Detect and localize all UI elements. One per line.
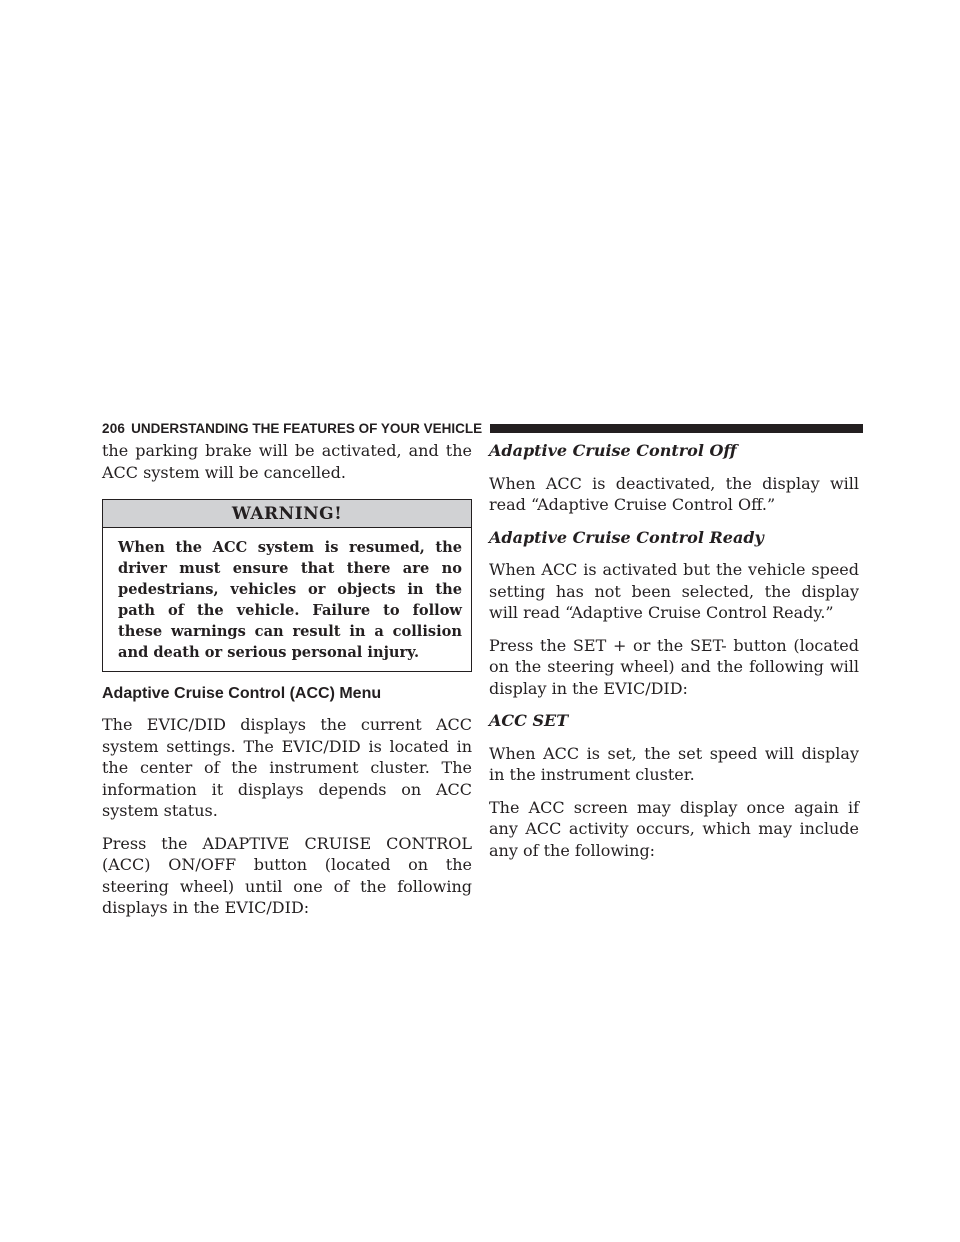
heading-acc-ready: Adaptive Cruise Control Ready <box>489 527 764 547</box>
page-header <box>102 417 863 439</box>
heading-acc-off: Adaptive Cruise Control Off <box>489 441 737 460</box>
paragraph-evic-did: The EVIC/DID displays the current ACC system settings. The EVIC/DID is located in the center of the instrument cluster. The information it displays depends on ACC system status. <box>102 715 472 820</box>
paragraph-parking-brake: the parking brake will be activated, and the ACC system will be cancelled. <box>102 441 472 482</box>
paragraph-acc-screen: The ACC screen may display once again if any ACC activity occurs, which may include any of the following: <box>489 797 859 860</box>
page-number: 206 <box>102 420 126 436</box>
paragraph-set-button: Press the SET + or the SET- button (located on the steering wheel) and the following will display in the EVIC/DID: <box>489 635 859 698</box>
section-title: UNDERSTANDING THE FEATURES OF YOUR VEHICLE <box>131 420 483 436</box>
header-rule <box>490 424 863 433</box>
paragraph-acc-off: When ACC is deactivated, the display will read “Adaptive Cruise Control Off.” <box>489 473 859 514</box>
warning-title: WARNING! <box>103 500 471 528</box>
paragraph-press-acc-button: Press the ADAPTIVE CRUISE CONTROL (ACC) ON/OFF button (located on the steering wheel) until one of the following displays in the EVIC/DID: <box>102 833 472 917</box>
paragraph-acc-ready: When ACC is activated but the vehicle speed setting has not been selected, the display will read “Adaptive Cruise Control Ready.” <box>489 560 859 622</box>
warning-box <box>102 499 472 672</box>
right-column <box>489 440 859 872</box>
acc-menu-heading: Adaptive Cruise Control (ACC) Menu <box>102 685 382 702</box>
warning-body: When the ACC system is resumed, the driver must ensure that there are no pedestrians, vehicles or objects in the path of the vehicle. Failure to follow these warnings can result in a collision and death or serious personal injury. <box>118 539 462 661</box>
paragraph-acc-set: When ACC is set, the set speed will display in the instrument cluster. <box>489 743 859 784</box>
heading-acc-set: ACC SET <box>489 711 569 730</box>
left-column <box>102 440 472 930</box>
